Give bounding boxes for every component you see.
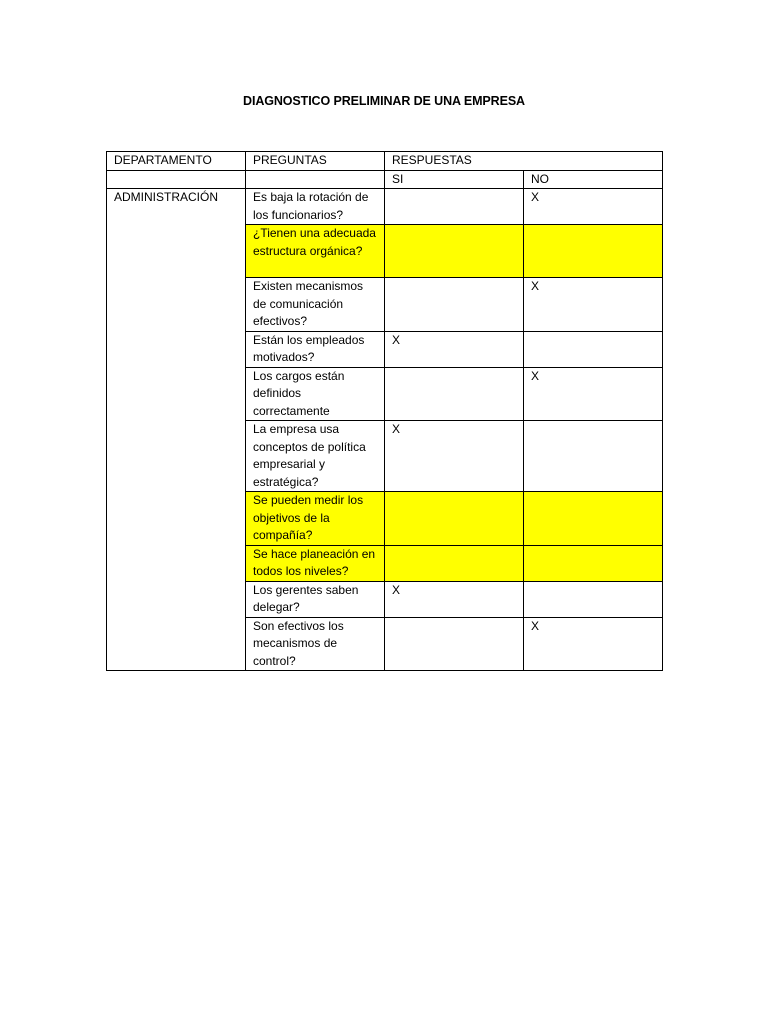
subheader-empty-question — [246, 170, 385, 189]
header-preguntas: PREGUNTAS — [246, 152, 385, 171]
question-cell: Se pueden medir los objetivos de la compañía? — [246, 492, 385, 546]
question-cell: Los cargos están definidos correctamente — [246, 367, 385, 421]
header-departamento: DEPARTAMENTO — [107, 152, 246, 171]
header-si: SI — [385, 170, 524, 189]
header-no: NO — [524, 170, 663, 189]
diagnostic-table — [106, 151, 663, 671]
answer-si-cell — [385, 189, 524, 225]
answer-si-cell — [385, 617, 524, 671]
answer-no-cell: X — [524, 278, 663, 332]
answer-no-cell: X — [524, 189, 663, 225]
question-cell: La empresa usa conceptos de política empresarial y estratégica? — [246, 421, 385, 492]
answer-no-cell — [524, 331, 663, 367]
answer-no-cell — [524, 225, 663, 278]
table-row — [107, 189, 663, 225]
document-title: DIAGNOSTICO PRELIMINAR DE UNA EMPRESA — [243, 94, 525, 108]
header-respuestas: RESPUESTAS — [385, 152, 663, 171]
question-cell: Es baja la rotación de los funcionarios? — [246, 189, 385, 225]
answer-si-cell — [385, 278, 524, 332]
answer-si-cell — [385, 492, 524, 546]
answer-no-cell — [524, 545, 663, 581]
question-cell: Existen mecanismos de comunicación efectivos? — [246, 278, 385, 332]
answer-no-cell — [524, 581, 663, 617]
answer-no-cell — [524, 421, 663, 492]
answer-si-cell — [385, 225, 524, 278]
subheader-empty-dept — [107, 170, 246, 189]
department-cell: ADMINISTRACIÓN — [107, 189, 246, 671]
question-cell: Los gerentes saben delegar? — [246, 581, 385, 617]
question-cell: Son efectivos los mecanismos de control? — [246, 617, 385, 671]
table-body — [107, 189, 663, 671]
answer-si-cell: X — [385, 331, 524, 367]
table-subheader-row — [107, 170, 663, 189]
answer-no-cell: X — [524, 617, 663, 671]
table-header-row — [107, 152, 663, 171]
answer-si-cell — [385, 545, 524, 581]
question-cell: ¿Tienen una adecuada estructura orgánica? — [246, 225, 385, 278]
question-cell: Están los empleados motivados? — [246, 331, 385, 367]
answer-no-cell: X — [524, 367, 663, 421]
answer-si-cell: X — [385, 421, 524, 492]
answer-si-cell — [385, 367, 524, 421]
answer-si-cell: X — [385, 581, 524, 617]
answer-no-cell — [524, 492, 663, 546]
question-cell: Se hace planeación en todos los niveles? — [246, 545, 385, 581]
